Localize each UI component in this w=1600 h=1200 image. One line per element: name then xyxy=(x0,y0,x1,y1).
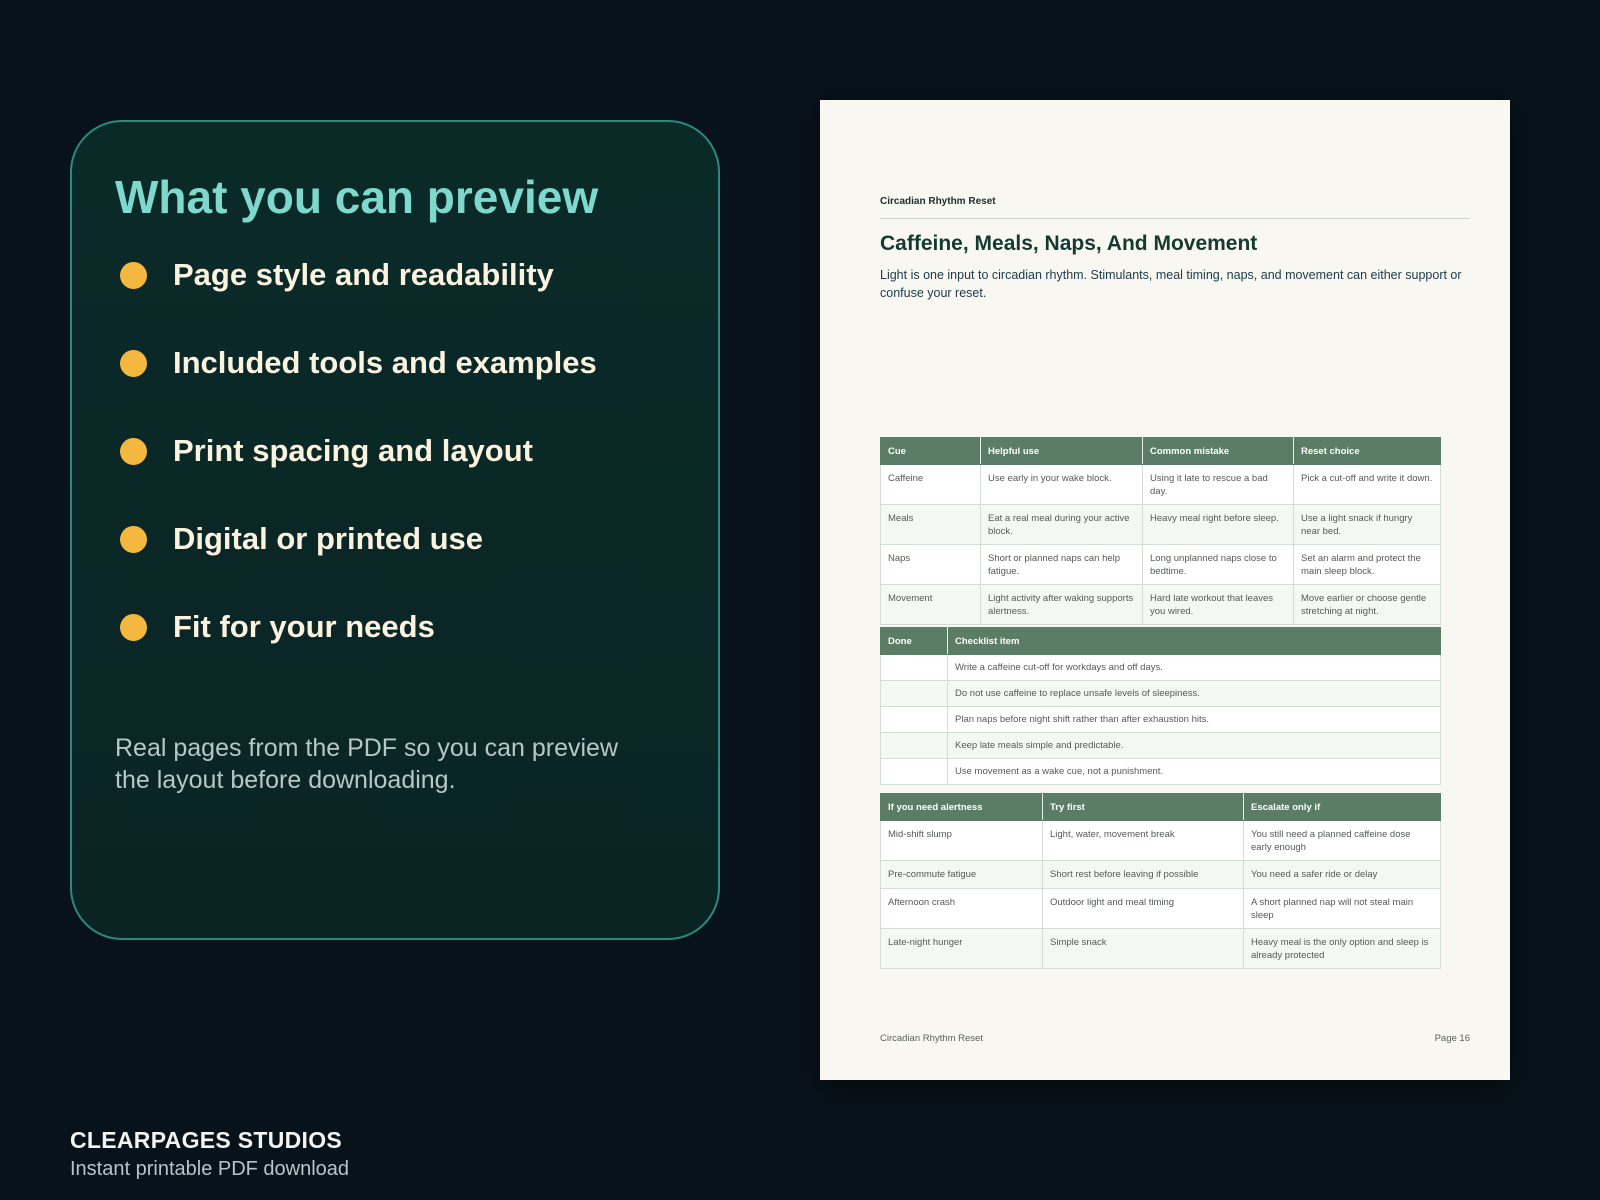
table-row xyxy=(881,929,1441,969)
table-cell: Movement xyxy=(881,585,981,625)
table-header-row xyxy=(881,628,1441,655)
table-cell: Light, water, movement break xyxy=(1043,821,1244,861)
preview-note: Real pages from the PDF so you can preview the layout before downloading. xyxy=(115,734,619,794)
table-cell: Long unplanned naps close to bedtime. xyxy=(1143,545,1294,585)
checklist-row xyxy=(881,655,1441,681)
table-cell: You need a safer ride or delay xyxy=(1244,861,1441,889)
table-cell: Use early in your wake block. xyxy=(981,465,1143,505)
brand-tagline: Instant printable PDF download xyxy=(70,1158,350,1180)
bullet-dot-icon xyxy=(120,526,147,553)
table-cell: Pick a cut-off and write it down. xyxy=(1294,465,1441,505)
table-cell: Hard late workout that leaves you wired. xyxy=(1143,585,1294,625)
table-cell: Meals xyxy=(881,505,981,545)
done-checkbox-cell xyxy=(881,655,948,681)
table-row xyxy=(881,861,1441,889)
feature-item xyxy=(120,607,435,647)
doc-header-rule xyxy=(880,218,1470,219)
checklist-item: Use movement as a wake cue, not a punishment. xyxy=(948,759,1441,785)
doc-intro: Light is one input to circadian rhythm. Stimulants, meal timing, naps, and movement can either support or confuse your reset. xyxy=(880,268,1462,300)
feature-item xyxy=(120,431,533,471)
done-checkbox-cell xyxy=(881,707,948,733)
table-cell: Heavy meal is the only option and sleep is already protected xyxy=(1244,929,1441,969)
table-cell: Mid-shift slump xyxy=(881,821,1043,861)
table-cell: Caffeine xyxy=(881,465,981,505)
checklist-item: Write a caffeine cut-off for workdays and off days. xyxy=(948,655,1441,681)
bullet-dot-icon xyxy=(120,614,147,641)
table-header-cell: Checklist item xyxy=(948,628,1441,655)
table-header-cell: Done xyxy=(881,628,948,655)
table-cell: Late-night hunger xyxy=(881,929,1043,969)
checklist-row xyxy=(881,681,1441,707)
checklist-row xyxy=(881,707,1441,733)
table-row xyxy=(881,545,1441,585)
cues-table xyxy=(880,437,1441,625)
table-cell: Light activity after waking supports alertness. xyxy=(981,585,1143,625)
table-header-row xyxy=(881,794,1441,821)
feature-item xyxy=(120,255,554,295)
done-checkbox-cell xyxy=(881,681,948,707)
table-header-cell: Cue xyxy=(881,438,981,465)
done-checkbox-cell xyxy=(881,733,948,759)
pdf-page-preview xyxy=(820,100,1510,1080)
feature-label: Included tools and examples xyxy=(173,345,597,380)
bullet-dot-icon xyxy=(120,438,147,465)
feature-label: Print spacing and layout xyxy=(173,433,533,468)
alertness-table xyxy=(880,793,1441,969)
bullet-dot-icon xyxy=(120,350,147,377)
table-row xyxy=(881,585,1441,625)
page-number: Page 16 xyxy=(1434,1033,1470,1044)
table-cell: Pre-commute fatigue xyxy=(881,861,1043,889)
table-cell: A short planned nap will not steal main sleep xyxy=(1244,889,1441,929)
preview-card xyxy=(70,120,720,940)
doc-running-title: Circadian Rhythm Reset xyxy=(880,196,996,207)
table-cell: Short rest before leaving if possible xyxy=(1043,861,1244,889)
table-cell: Using it late to rescue a bad day. xyxy=(1143,465,1294,505)
table-cell: Simple snack xyxy=(1043,929,1244,969)
feature-label: Digital or printed use xyxy=(173,521,484,556)
doc-title: Caffeine, Meals, Naps, And Movement xyxy=(880,232,1258,255)
table-row xyxy=(881,465,1441,505)
checklist-item: Plan naps before night shift rather than after exhaustion hits. xyxy=(948,707,1441,733)
feature-label: Page style and readability xyxy=(173,257,554,292)
table-cell: You still need a planned caffeine dose early enough xyxy=(1244,821,1441,861)
bullet-dot-icon xyxy=(120,262,147,289)
table-row xyxy=(881,889,1441,929)
table-cell: Naps xyxy=(881,545,981,585)
table-header-cell: Try first xyxy=(1043,794,1244,821)
preview-heading: What you can preview xyxy=(115,171,599,223)
table-cell: Eat a real meal during your active block. xyxy=(981,505,1143,545)
table-cell: Afternoon crash xyxy=(881,889,1043,929)
table-cell: Outdoor light and meal timing xyxy=(1043,889,1244,929)
table-header-row xyxy=(881,438,1441,465)
feature-item xyxy=(120,519,483,559)
checklist-item: Do not use caffeine to replace unsafe levels of sleepiness. xyxy=(948,681,1441,707)
table-header-cell: Reset choice xyxy=(1294,438,1441,465)
table-cell: Use a light snack if hungry near bed. xyxy=(1294,505,1441,545)
checklist-table xyxy=(880,627,1441,785)
feature-item xyxy=(120,343,597,383)
brand-name: CLEARPAGES STUDIOS xyxy=(70,1127,343,1153)
doc-footer-title: Circadian Rhythm Reset xyxy=(880,1033,983,1044)
feature-label: Fit for your needs xyxy=(173,609,435,644)
table-header-cell: Helpful use xyxy=(981,438,1143,465)
table-row xyxy=(881,821,1441,861)
checklist-row xyxy=(881,733,1441,759)
table-header-cell: Escalate only if xyxy=(1244,794,1441,821)
table-cell: Short or planned naps can help fatigue. xyxy=(981,545,1143,585)
done-checkbox-cell xyxy=(881,759,948,785)
table-cell: Set an alarm and protect the main sleep block. xyxy=(1294,545,1441,585)
table-header-cell: If you need alertness xyxy=(881,794,1043,821)
checklist-item: Keep late meals simple and predictable. xyxy=(948,733,1441,759)
table-row xyxy=(881,505,1441,545)
table-cell: Heavy meal right before sleep. xyxy=(1143,505,1294,545)
table-cell: Move earlier or choose gentle stretching at night. xyxy=(1294,585,1441,625)
table-header-cell: Common mistake xyxy=(1143,438,1294,465)
checklist-row xyxy=(881,759,1441,785)
